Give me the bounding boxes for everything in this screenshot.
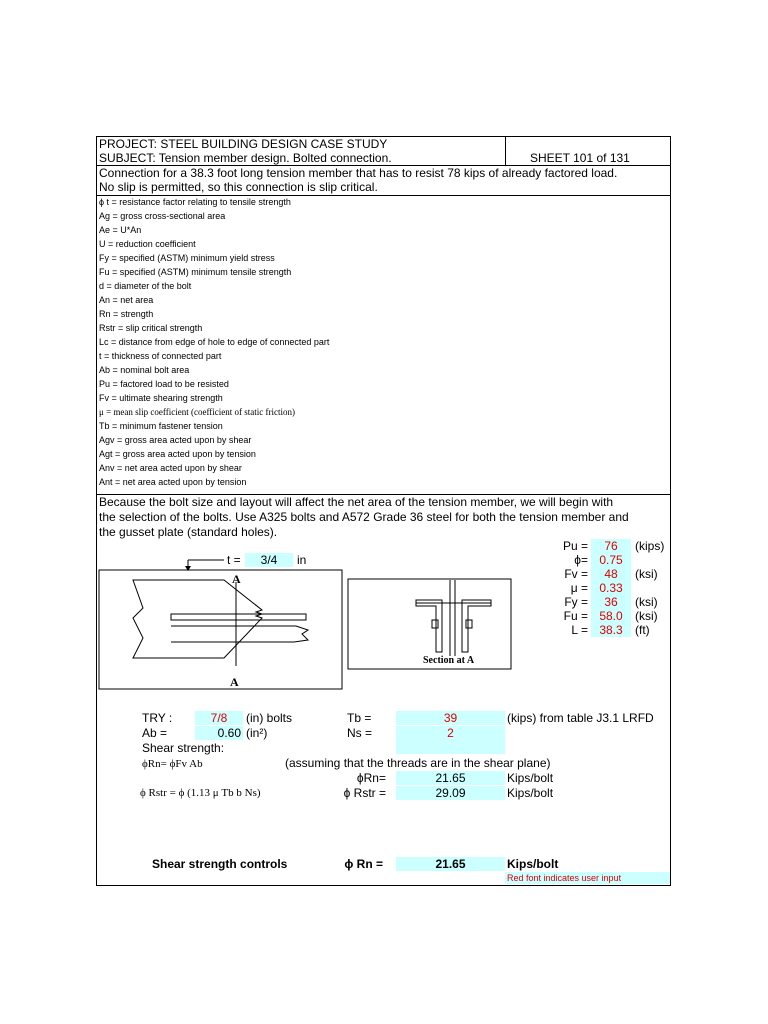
definition-item: d = diameter of the bolt <box>99 281 192 291</box>
phi-input[interactable]: 0.75 <box>591 553 631 567</box>
sheet-number: SHEET 101 of 131 <box>530 151 630 165</box>
result-phi-label: ϕ Rn = <box>344 857 383 871</box>
section-mark-bottom: A <box>230 675 239 689</box>
definition-item: Agt = gross area acted upon by tension <box>99 449 256 459</box>
definition-item: Fv = ultimate shearing strength <box>99 393 223 403</box>
gusset-plate-outline <box>133 580 262 658</box>
length-input[interactable]: 38.3 <box>591 623 631 637</box>
definition-item: Anv = net area acted upon by shear <box>99 463 242 473</box>
definition-item: Tb = minimum fastener tension <box>99 421 223 431</box>
section-label: Section at A <box>423 655 475 666</box>
prop-label: μ = <box>570 581 588 595</box>
prop-label: ϕ= <box>574 553 588 567</box>
user-input-note: Red font indicates user input <box>505 872 670 884</box>
definition-item: Ae = U*An <box>99 225 142 235</box>
definition-item: Ag = gross cross-sectional area <box>99 211 226 221</box>
body-line-2: the selection of the bolts. Use A325 bolts and A572 Grade 36 steel for both the tension member and <box>99 510 629 524</box>
prop-label: Fu = <box>563 609 588 623</box>
rstr-formula: ϕ Rstr = ϕ (1.13 μ Tb b Ns) <box>140 787 261 799</box>
bolt-unit: (in) bolts <box>246 711 293 725</box>
ns-input[interactable]: 2 <box>396 726 505 740</box>
tb-label: Tb = <box>347 711 372 725</box>
mu-input[interactable]: 0.33 <box>591 581 631 595</box>
ab-label: Ab = <box>142 726 168 740</box>
tb-input[interactable]: 39 <box>396 711 505 725</box>
prop-label: L = <box>571 623 588 637</box>
rn-unit: Kips/bolt <box>507 771 554 785</box>
threads-note: (assuming that the threads are in the shear plane) <box>285 756 551 770</box>
prop-label: Fv = <box>564 567 588 581</box>
definition-item: Rn = strength <box>99 309 154 319</box>
definition-item: Pu = factored load to be resisted <box>99 379 229 389</box>
prop-unit: (ksi) <box>635 595 658 609</box>
prop-unit: (ft) <box>635 623 650 637</box>
prop-unit: (ksi) <box>635 567 658 581</box>
definition-item: Agv = gross area acted upon by shear <box>99 435 252 445</box>
ab-value: 0.60 <box>195 726 243 740</box>
tb-unit: (kips) from table J3.1 LRFD <box>507 711 654 725</box>
section-mark-top: A <box>232 572 241 586</box>
definition-item: Ab = nominal bolt area <box>99 365 190 375</box>
definition-item: Fy = specified (ASTM) minimum yield stress <box>99 253 275 263</box>
thickness-unit: in <box>297 553 307 567</box>
ab-unit: (in²) <box>246 726 268 740</box>
rn-label: ϕRn= <box>356 771 386 785</box>
prop-unit: (ksi) <box>635 609 658 623</box>
result-value: 21.65 <box>396 857 505 871</box>
definition-item: U = reduction coefficient <box>99 239 196 249</box>
rstr-unit: Kips/bolt <box>507 786 554 800</box>
shear-heading: Shear strength: <box>142 741 225 755</box>
rstr-value: 29.09 <box>396 786 505 800</box>
try-label: TRY : <box>142 711 173 725</box>
result-label: Shear strength controls <box>152 857 288 871</box>
definition-item: An = net area <box>99 295 154 305</box>
angle-member <box>171 614 306 620</box>
definition-item: Lc = distance from edge of hole to edge of connected part <box>99 337 330 347</box>
intro-line-2: No slip is permitted, so this connection is slip critical. <box>99 180 378 194</box>
ns-label: Ns = <box>347 726 373 740</box>
fu-input[interactable]: 58.0 <box>591 609 631 623</box>
pu-input[interactable]: 76 <box>591 539 631 553</box>
fy-input[interactable]: 36 <box>591 595 631 609</box>
definition-item: t = thickness of connected part <box>99 351 222 361</box>
bolt-size-input[interactable]: 7/8 <box>195 711 243 725</box>
ns-extra-cell <box>396 740 505 754</box>
rn-value: 21.65 <box>396 771 505 785</box>
result-unit: Kips/bolt <box>507 857 559 871</box>
thickness-input[interactable]: 3/4 <box>245 553 293 567</box>
project-title: PROJECT: STEEL BUILDING DESIGN CASE STUDY <box>99 137 388 151</box>
body-line-3: the gusset plate (standard holes). <box>99 525 278 539</box>
thickness-label: t = <box>227 553 241 567</box>
subject-line: SUBJECT: Tension member design. Bolted connection. <box>99 151 392 165</box>
fv-input[interactable]: 48 <box>591 567 631 581</box>
prop-unit: (kips) <box>635 539 665 553</box>
definitions-list <box>99 195 329 489</box>
header-divider <box>505 136 506 165</box>
prop-label: Fy = <box>564 595 588 609</box>
definition-item: Ant = net area acted upon by tension <box>99 477 247 487</box>
definition-item: Rstr = slip critical strength <box>99 323 203 333</box>
rstr-label: ϕ Rstr = <box>343 786 386 800</box>
connection-elevation-drawing <box>96 548 346 698</box>
rn-formula: ϕRn= ϕFv Ab <box>142 758 203 770</box>
prop-label: Pu = <box>562 539 588 553</box>
intro-line-1: Connection for a 38.3 foot long tension member that has to resist 78 kips of already factored load. <box>99 166 618 180</box>
definition-item: ϕ t = resistance factor relating to tensile strength <box>99 197 291 207</box>
definition-item: μ = mean slip coefficient (coefficient of static friction) <box>99 407 295 417</box>
body-line-1: Because the bolt size and layout will affect the net area of the tension member, we will begin with <box>99 495 614 509</box>
definition-item: Fu = specified (ASTM) minimum tensile strength <box>99 267 292 277</box>
